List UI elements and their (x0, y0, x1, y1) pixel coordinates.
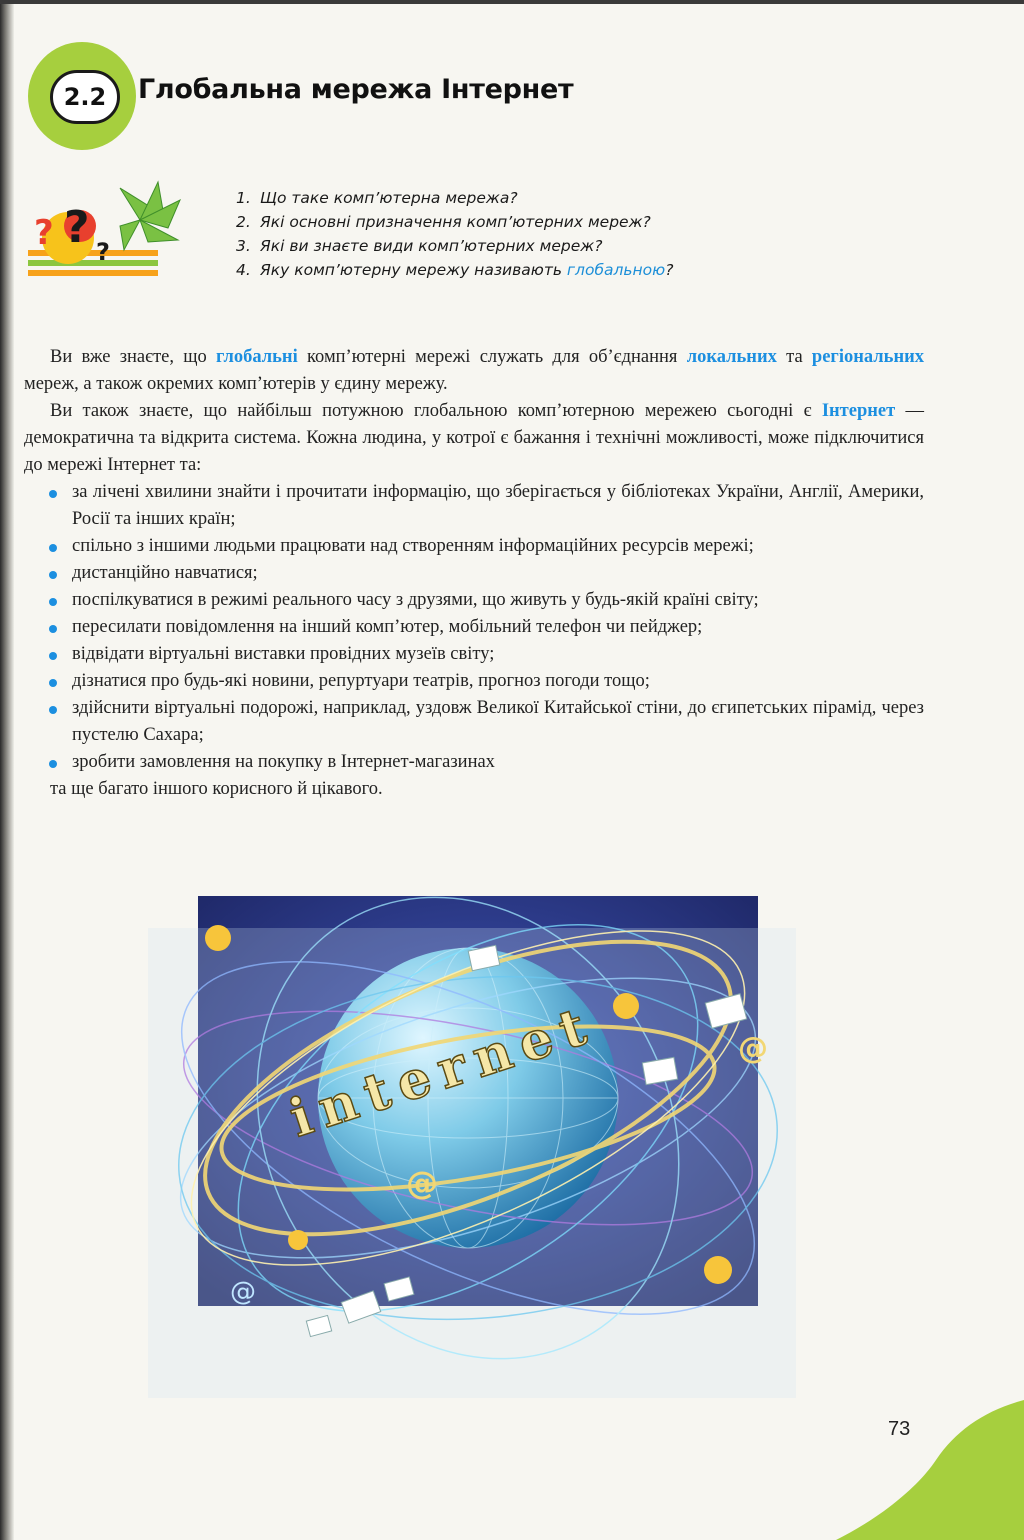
question-item: 1. Що таке комп’ютерна мережа? (236, 189, 518, 207)
list-item: спільно з іншими людьми працювати над створенням інформаційних ресурсів мережі; (72, 533, 924, 560)
page-top-edge (0, 0, 1024, 4)
term-global-networks: глобальні (216, 347, 298, 367)
list-item: відвідати віртуальні виставки провідних музеїв світу; (72, 641, 924, 668)
question-marks-icon (28, 180, 188, 290)
page-binding-edge (0, 0, 14, 1540)
lesson-body (24, 344, 924, 803)
at-symbol: @ (230, 1277, 256, 1307)
term-regional: регіональних (811, 347, 925, 367)
list-item: пересилати повідомлення на інший комп’ютер, мобільний телефон чи пейджер; (72, 614, 924, 641)
term-global: глобальною (566, 261, 666, 279)
page-corner-decoration (836, 1400, 1024, 1540)
review-questions-list (236, 186, 673, 282)
svg-text:?: ? (64, 202, 90, 253)
list-item: дистанційно навчатися; (72, 560, 924, 587)
page-number: 73 (888, 1418, 911, 1440)
question-item: 3. Які ви знаєте види комп’ютерних мереж? (236, 237, 603, 255)
intro-paragraph-1: Ви вже знаєте, що глобальні комп’ютерні мережі служать для об’єднання локальних та регіональних мереж, а також окремих комп’ютерів у єдину мережу. (24, 347, 925, 394)
list-item: дізнатися про будь-які новини, репуртуари театрів, прогноз погоди тощо; (72, 668, 924, 695)
list-item: поспілкуватися в режимі реального часу з друзями, що живуть у будь-якій країні світу; (72, 587, 924, 614)
closing-sentence: та ще багато іншого корисного й цікавого. (50, 779, 383, 799)
question-item: 4. Яку комп’ютерну мережу називають глобальною? (236, 261, 674, 279)
internet-capabilities-list (24, 479, 924, 776)
svg-text:?: ? (96, 238, 110, 266)
section-number-badge: 2.2 (50, 70, 120, 124)
at-symbol: @ (738, 1031, 768, 1066)
term-local: локальних (686, 347, 777, 367)
list-item: здійснити віртуальні подорожі, наприклад, уздовж Великої Китайської стіни, до єгипетських пірамід, через пустелю Сахара; (72, 695, 924, 749)
internet-globe-illustration (148, 888, 796, 1398)
internet-word: internet (282, 993, 603, 1150)
question-item: 2. Які основні призначення комп’ютерних мереж? (236, 213, 651, 231)
list-item: за лічені хвилини знайти і прочитати інформацію, що зберігається у бібліотеках України, Англії, Америки, Росії та інших країн; (72, 479, 924, 533)
list-item: зробити замовлення на покупку в Інтернет-магазинах (72, 749, 924, 776)
at-symbol: @ (406, 1164, 438, 1202)
term-internet: Інтернет (821, 401, 896, 421)
svg-text:?: ? (34, 213, 54, 253)
intro-paragraph-2: Ви також знаєте, що найбільш потужною глобальною комп’ютерною мережею сьогодні є Інтернет — демократична та відкрита система. Кожна людина, у котрої є бажання і технічні можливості, може підключитися до мережі Інтернет та: (24, 401, 925, 475)
page-title: Глобальна мережа Інтернет (138, 74, 574, 105)
